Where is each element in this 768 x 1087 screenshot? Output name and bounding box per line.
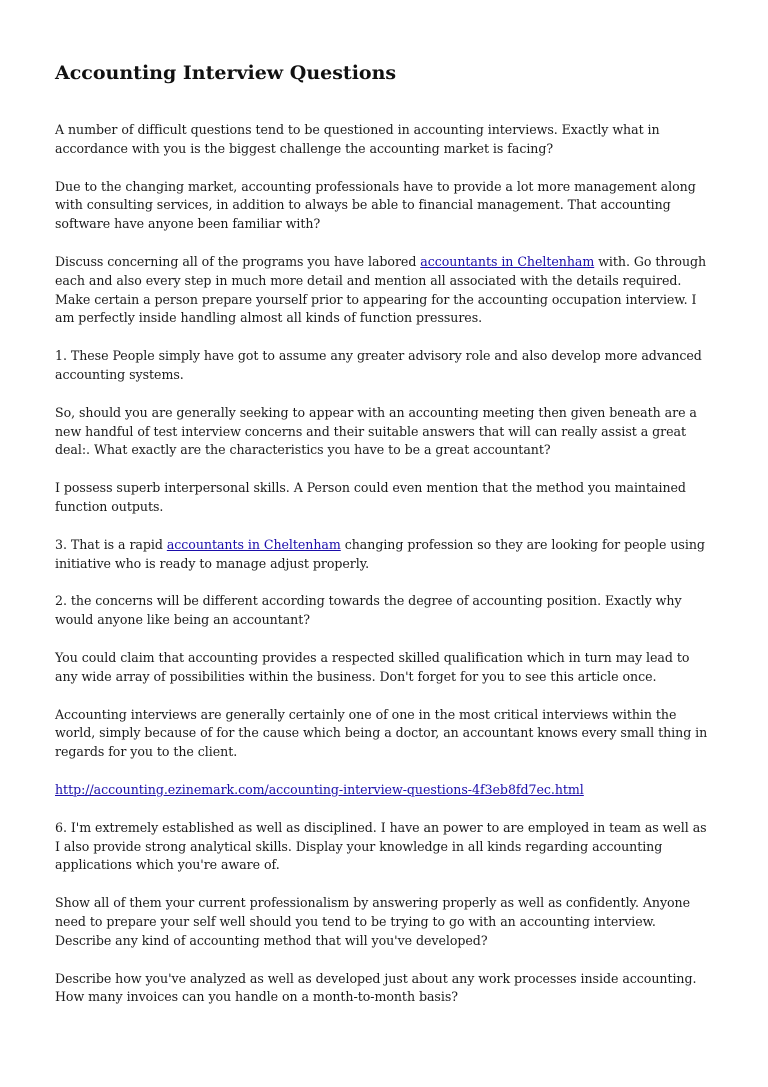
document-page xyxy=(55,58,715,1026)
paragraph-7 xyxy=(55,536,715,574)
ezinemark-article-link[interactable]: http://accounting.ezinemark.com/accounting-interview-questions-4f3eb8fd7ec.html xyxy=(55,781,584,797)
paragraph-4: 1. These People simply have got to assume any greater advisory role and also develop more advanced accounting systems. xyxy=(55,348,702,382)
paragraph-6: I possess superb interpersonal skills. A Person could even mention that the method you maintained function outputs. xyxy=(55,480,686,514)
paragraph-2: Due to the changing market, accounting professionals have to provide a lot more management along with consulting services, in addition to always be able to financial management. That accounting software have anyone been familiar with? xyxy=(55,178,696,232)
paragraph-3-text-end: with. Go through each and also every step in much more detail and mention all associated with the details required. Make certain a person prepare yourself prior to appearing for the accounting occupation interview. I am perfectly inside handling almost all kinds of function pressures. xyxy=(55,253,707,326)
paragraph-1: A number of difficult questions tend to be questioned in accounting interviews. Exactly what in accordance with you is the biggest challenge the accounting market is facing? xyxy=(55,122,660,156)
paragraph-3 xyxy=(55,253,715,328)
accountants-cheltenham-link-2[interactable]: accountants in Cheltenham xyxy=(166,536,341,552)
paragraph-5: So, should you are generally seeking to appear with an accounting meeting then given beneath are a new handful of test interview concerns and their suitable answers that will can really assist a great deal:. What exactly are the characteristics you have to be a great accountant? xyxy=(55,404,697,458)
paragraph-7-text-start: 3. That is a rapid xyxy=(55,536,167,552)
paragraph-8: 2. the concerns will be different according towards the degree of accounting position. Exactly why would anyone like being an accountant? xyxy=(55,593,682,628)
paragraph-3-text-start: Discuss concerning all of the programs you have labored xyxy=(55,253,421,269)
accountants-cheltenham-link-1[interactable]: accountants in Cheltenham xyxy=(420,253,595,269)
paragraph-13: Show all of them your current professionalism by answering properly as well as confidently. Anyone need to prepare your self well should you tend to be trying to go with an accounting interview. Describe any kind of accounting method that will you've developed? xyxy=(55,895,691,948)
paragraph-14: Describe how you've analyzed as well as developed just about any work processes inside accounting. How many invoices can you handle on a month-to-month basis? xyxy=(55,970,697,1005)
paragraph-9: You could claim that accounting provides a respected skilled qualification which in turn may lead to any wide array of possibilities within the business. Don't forget for you to see this article once. xyxy=(55,649,690,684)
paragraph-11 xyxy=(55,781,715,800)
paragraph-12: 6. I'm extremely established as well as disciplined. I have an power to are employed in team as well as I also provide strong analytical skills. Display your knowledge in all kinds regarding accounting applications which you're aware of. xyxy=(55,819,707,873)
paragraph-10: Accounting interviews are generally certainly one of one in the most critical interviews within the world, simply because of for the cause which being a doctor, an accountant knows every small thing in regards for you to the client. xyxy=(55,706,708,760)
paragraph-7-text-end: changing profession so they are looking for people using initiative who is ready to manage adjust properly. xyxy=(55,536,705,571)
page-title: Accounting Interview Questions xyxy=(55,62,397,84)
